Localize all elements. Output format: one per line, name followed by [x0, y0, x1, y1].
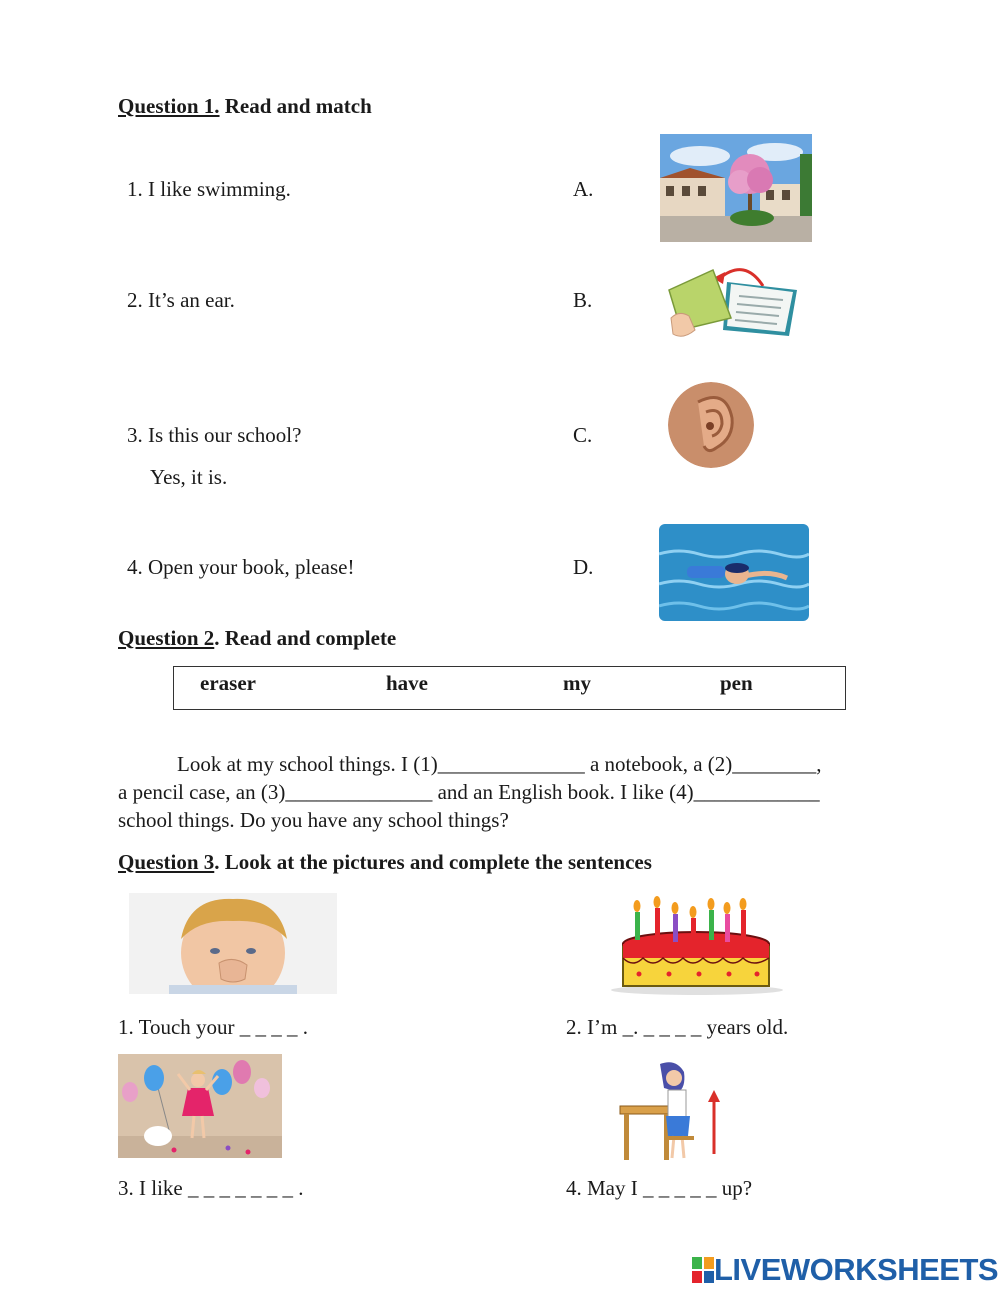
match-letter-d: D.: [573, 555, 594, 579]
ear-picture: [668, 382, 754, 468]
word-bank-item: my: [563, 671, 591, 695]
word-bank-item: have: [386, 671, 428, 695]
passage-line-2: a pencil case, an (3)______________ and an English book. I like (4)____________: [118, 780, 820, 804]
question-2-heading: . Read and complete: [214, 626, 397, 650]
passage-line-1: Look at my school things. I (1)______________ a notebook, a (2)________,: [177, 752, 822, 776]
match-item-3-answer: Yes, it is.: [150, 465, 228, 489]
word-bank-item: pen: [720, 671, 753, 695]
match-item-2: 2. It’s an ear.: [127, 288, 235, 312]
question-3-heading: . Look at the pictures and complete the sentences: [214, 850, 652, 874]
boy-touching-nose-picture: [129, 893, 337, 994]
liveworksheets-logo-text: LIVEWORKSHEETS: [714, 1252, 999, 1287]
girl-standing-up-picture: [618, 1058, 726, 1164]
question-1-title: [118, 94, 372, 119]
sentence-1: 1. Touch your _ _ _ _ .: [118, 1015, 309, 1039]
match-item-3: 3. Is this our school?: [127, 423, 302, 447]
match-letter-c: C.: [573, 423, 593, 447]
sentence-2: 2. I’m _. _ _ _ _ years old.: [566, 1015, 789, 1039]
match-letter-a: A.: [573, 177, 594, 201]
question-1-heading: Read and match: [219, 94, 372, 118]
girl-dancing-picture: [118, 1054, 282, 1158]
question-1-number: Question 1.: [118, 94, 220, 118]
match-item-4: 4. Open your book, please!: [127, 555, 355, 579]
question-3-title: [118, 850, 652, 875]
match-item-1: 1. I like swimming.: [127, 177, 291, 201]
sentence-3: 3. I like _ _ _ _ _ _ _ .: [118, 1176, 304, 1200]
swimmer-picture: [659, 524, 809, 621]
word-bank-item: eraser: [200, 671, 256, 695]
passage-line-3: school things. Do you have any school things?: [118, 808, 509, 832]
liveworksheets-logo: [692, 1253, 998, 1287]
question-3-number: Question 3: [118, 850, 215, 874]
open-book-picture: [665, 260, 801, 342]
question-2-number: Question 2: [118, 626, 215, 650]
sentence-4: 4. May I _ _ _ _ _ up?: [566, 1176, 753, 1200]
question-2-title: [118, 626, 396, 651]
school-photo: [660, 134, 812, 242]
match-letter-b: B.: [573, 288, 593, 312]
birthday-cake-picture: [609, 888, 784, 996]
liveworksheets-logo-icon: [692, 1257, 714, 1283]
word-bank-box: [173, 666, 846, 710]
